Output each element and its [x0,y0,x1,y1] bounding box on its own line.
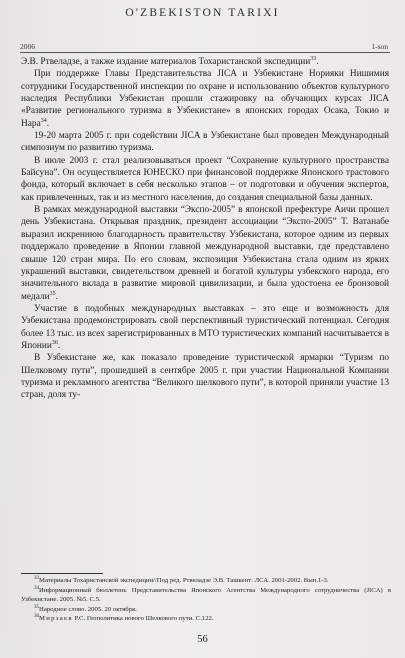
footnote-ref: 35 [49,290,56,297]
footnotes [21,576,391,624]
footnote-ref: 33 [310,55,317,62]
footnote: $^{36}$Мирзаев Р.С. Геополитика нового Шелкового пути. С.122. [34,614,214,623]
paragraph: 19-20 марта 2005 г. при содействии JICA в Узбекистане был проведен Международный симпозиум по развитию туризма. [21,131,389,154]
footnote: $^{35}$Народное слово. 2005. 20 октября. [34,604,137,613]
footnote-ref: 36 [51,339,58,346]
page-number: 56 [197,634,208,645]
paragraph: В Узбекистане же, как показало проведение туристической ярмарки “Туризм по Шелковому пути”, прошедшей в сентябре 2005 г. при участии Национальной Компании туризма и рекламного агентства “Великого шелкового пути”, в которой приняли участие 13 стран, доля ту- [21,353,389,401]
footnote-rule [21,573,103,574]
paragraph: Участие в подобных международных выставках – это еще и возможность для Узбекистана продемонстрировать свой перспективный туристический потенциал. Сегодня более 13 тыс. из всех зарегистрированных в МТО туристических компаний насчитывается в Японии$^{36}$. [21,303,389,351]
journal-title: O'ZBEKISTON TARIXI [125,7,280,19]
footnote-ref: 34 [40,117,47,124]
header-year: 2006 [20,42,35,51]
paragraph: В июле 2003 г. стал реализовываться проект “Сохранение культурного пространства Байсуна”. Он осуществляется ЮНЕСКО при финансовой поддержке Японского трастового фонда, который включает в себя несколько этапов – от подготовки и обучения экспертов, как привлеченных, так и из местного населения, до создания специальной базы данных. [21,155,389,203]
footnote: $^{34}$Информационный бюллетень Представительства Японского Агентства Международного сотрудничества (JICA) в Узбекистане. 2005. №5. С.5. [21,585,391,604]
paragraph: При поддержке Главы Представительства JICA и Узбекистане Норияки Нишимия сотрудники Государственной инспекции по охране и использованию объектов культурного наследия Республики Узбекистан прошли стажировку на обучающих курсах JICA «Развитие регионального туризма в Узбекистане» в японских городах Осака, Токио и Нара$^{34}$. [21,69,389,129]
article-body [21,56,389,402]
header-rule [20,52,390,53]
paragraph: В рамках международной выставки “Экспо-2005” в японской префектуре Аичи прошел день Узбекистана. Открывая праздник, президент ассоциации “Экспо-2005” Т. Ватанабе выразил искреннюю благодарность правительству Узбекистана, которое одним из первых поддержало проведение в Японии главной международной выставки, где представлено свыше 120 стран мира. По его словам, экспозиция Узбекистана стала одним из ярких украшений выставки, свидетельством древней и богатой культуры узбекского народа, его значительного вклада в развитие мировой цивилизации, и была удостоена ее бронзовой медали$^{35}$. [21,205,389,302]
header-issue: 1-son [371,42,388,51]
footnote: $^{33}$Материалы Тохаристанской экспедиции//Под ред. Ртвеладзе Э.В. Ташкент: ЛСА. 2001-2002. Вып.1-3. [34,575,329,584]
paragraph: Э.В. Ртвеладзе, а также издание материалов Тохаристанской экспедиции$^{33}$. [21,55,319,67]
